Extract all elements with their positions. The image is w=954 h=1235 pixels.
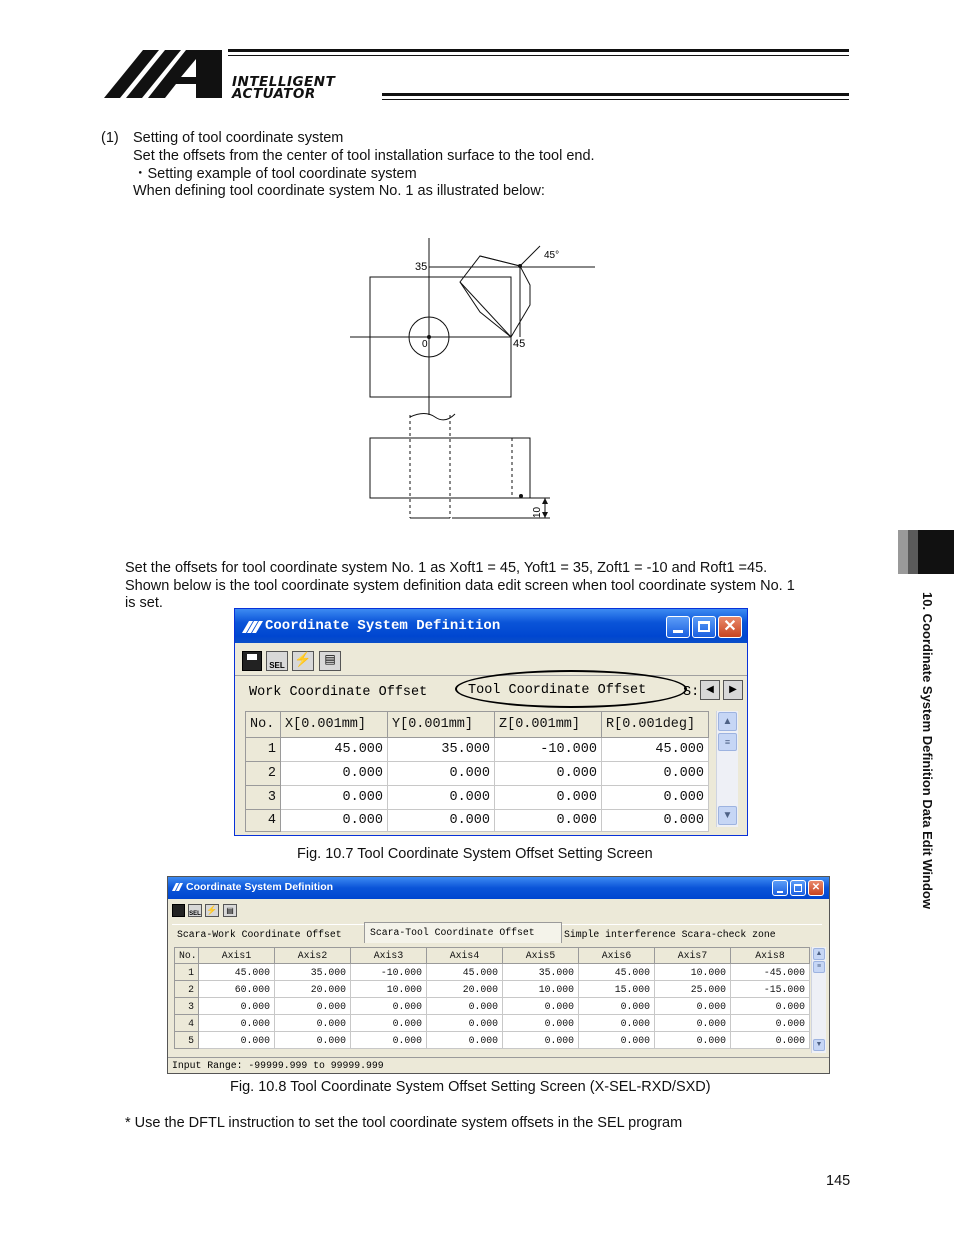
table-cell[interactable]: 0.000	[275, 998, 351, 1015]
col-header-axis5: Axis5	[503, 948, 579, 964]
table-cell[interactable]: 0.000	[427, 1032, 503, 1049]
app-icon	[172, 883, 186, 891]
table-cell[interactable]: 0.000	[503, 1032, 579, 1049]
close-button[interactable]	[808, 880, 824, 896]
tool-diagram	[340, 200, 610, 530]
scara-coordinate-window	[167, 876, 830, 1074]
section-line3: When defining tool coordinate system No. 1 as illustrated below:	[133, 183, 545, 199]
section-line2: ・Setting example of tool coordinate system	[133, 166, 417, 182]
table-cell[interactable]: 0.000	[275, 1015, 351, 1032]
table-cell[interactable]: 0.000	[602, 810, 709, 832]
brand-line2: ACTUATOR	[232, 86, 316, 102]
tab-scara-tool-coordinate-offset[interactable]: Scara-Tool Coordinate Offset	[370, 927, 535, 938]
close-icon: ✕	[723, 618, 737, 635]
table-header-row	[175, 948, 810, 964]
table-cell[interactable]: 0.000	[655, 998, 731, 1015]
tab-work-coordinate-offset[interactable]: Work Coordinate Offset	[249, 685, 428, 700]
row-number: 3	[175, 998, 199, 1015]
caption-fig-10-7: Fig. 10.7 Tool Coordinate System Offset Setting Screen	[297, 846, 653, 862]
label-origin: 0	[422, 339, 428, 350]
maximize-button[interactable]	[692, 616, 716, 638]
table-cell[interactable]: 45.000	[199, 964, 275, 981]
label-45: 45	[513, 338, 526, 350]
header-rule-bottom	[382, 93, 849, 96]
scara-tool-offset-table	[174, 947, 810, 1049]
table-cell[interactable]: 45.000	[602, 738, 709, 762]
table-cell[interactable]: 0.000	[281, 810, 388, 832]
title-bar[interactable]	[235, 609, 747, 643]
table-row	[246, 762, 709, 786]
table-cell[interactable]: 0.000	[655, 1015, 731, 1032]
col-header-x: X[0.001mm]	[281, 712, 388, 738]
page-number: 145	[826, 1173, 851, 1189]
col-header-axis6: Axis6	[579, 948, 655, 964]
row-number: 4	[175, 1015, 199, 1032]
col-header-axis1: Axis1	[199, 948, 275, 964]
minimize-button[interactable]	[666, 616, 690, 638]
table-cell[interactable]: 0.000	[199, 1032, 275, 1049]
ia-logo-icon	[104, 50, 224, 98]
tab-scroll-right-icon[interactable]: ▶	[723, 680, 743, 700]
table-cell[interactable]: 0.000	[495, 762, 602, 786]
table-cell[interactable]: 0.000	[731, 1032, 810, 1049]
scroll-down-icon[interactable]: ▼	[813, 1039, 825, 1051]
close-icon: ✕	[811, 882, 821, 893]
table-header-row	[246, 712, 709, 738]
table-row	[246, 738, 709, 762]
close-button[interactable]	[718, 616, 742, 638]
tab-scroll-left-icon[interactable]: ◀	[700, 680, 720, 700]
col-header-z: Z[0.001mm]	[495, 712, 602, 738]
table-cell[interactable]: 0.000	[351, 998, 427, 1015]
col-header-r: R[0.001deg]	[602, 712, 709, 738]
title-bar[interactable]	[168, 877, 829, 899]
table-cell[interactable]: 0.000	[602, 786, 709, 810]
side-tab-mid	[908, 530, 918, 574]
table-cell[interactable]: 0.000	[602, 762, 709, 786]
tab-scara-work-coordinate-offset[interactable]: Scara-Work Coordinate Offset	[177, 929, 342, 940]
table-cell[interactable]: 0.000	[731, 998, 810, 1015]
header-rule-top	[228, 49, 849, 52]
coordinate-system-window	[234, 608, 748, 836]
table-cell[interactable]: 25.000	[655, 981, 731, 998]
table-cell[interactable]: 0.000	[495, 786, 602, 810]
header-rule-thin	[228, 55, 849, 56]
vertical-scrollbar[interactable]	[811, 947, 826, 1053]
caption-fig-10-8: Fig. 10.8 Tool Coordinate System Offset Setting Screen (X-SEL-RXD/SXD)	[230, 1079, 711, 1095]
sel-icon[interactable]: SEL	[188, 904, 202, 917]
table-cell[interactable]: 0.000	[388, 810, 495, 832]
col-header-no: No.	[246, 712, 281, 738]
minimize-button[interactable]	[772, 880, 788, 896]
maximize-icon	[698, 621, 710, 632]
table-cell[interactable]: 0.000	[427, 998, 503, 1015]
table-cell[interactable]: 0.000	[503, 1015, 579, 1032]
row-number: 4	[246, 810, 281, 832]
save-icon[interactable]	[172, 904, 185, 917]
table-cell[interactable]: 35.000	[388, 738, 495, 762]
table-cell[interactable]: -15.000	[731, 981, 810, 998]
table-cell[interactable]: 0.000	[579, 1015, 655, 1032]
minimize-icon	[777, 891, 783, 893]
print-icon[interactable]: ▤	[319, 651, 341, 671]
table-cell[interactable]: 0.000	[388, 786, 495, 810]
table-cell[interactable]: 20.000	[275, 981, 351, 998]
save-icon[interactable]	[242, 651, 262, 671]
table-row	[175, 964, 810, 981]
window-title: Coordinate System Definition	[265, 618, 501, 634]
row-number: 1	[175, 964, 199, 981]
minimize-icon	[673, 630, 683, 633]
table-cell[interactable]: -10.000	[495, 738, 602, 762]
vertical-scrollbar[interactable]	[716, 711, 738, 827]
table-cell[interactable]: 45.000	[427, 964, 503, 981]
side-tab-dark	[918, 530, 954, 574]
table-cell[interactable]: 20.000	[427, 981, 503, 998]
col-header-axis8: Axis8	[731, 948, 810, 964]
table-cell[interactable]: 0.000	[579, 1032, 655, 1049]
table-row	[175, 998, 810, 1015]
col-header-no: No.	[175, 948, 199, 964]
table-cell[interactable]: 0.000	[731, 1015, 810, 1032]
app-icon	[242, 621, 264, 633]
row-number: 1	[246, 738, 281, 762]
table-cell[interactable]: 0.000	[281, 786, 388, 810]
maximize-button[interactable]	[790, 880, 806, 896]
maximize-icon	[794, 884, 802, 892]
table-row	[175, 981, 810, 998]
table-cell[interactable]: 0.000	[579, 998, 655, 1015]
table-cell[interactable]: 15.000	[579, 981, 655, 998]
col-header-axis2: Axis2	[275, 948, 351, 964]
row-number: 2	[246, 762, 281, 786]
table-cell[interactable]: 0.000	[351, 1015, 427, 1032]
table-cell[interactable]: -10.000	[351, 964, 427, 981]
row-number: 2	[175, 981, 199, 998]
table-cell[interactable]: 45.000	[579, 964, 655, 981]
table-cell[interactable]: 0.000	[281, 762, 388, 786]
table-row	[246, 810, 709, 832]
row-number: 3	[246, 786, 281, 810]
table-row	[246, 786, 709, 810]
table-cell[interactable]: 35.000	[503, 964, 579, 981]
highlight-ellipse	[455, 670, 687, 708]
status-bar-text: Input Range: -99999.999 to 99999.999	[172, 1060, 384, 1071]
table-cell[interactable]: 35.000	[275, 964, 351, 981]
section-line1: Set the offsets from the center of tool installation surface to the tool end.	[133, 148, 595, 164]
table-cell[interactable]: 10.000	[655, 964, 731, 981]
section-number: (1)	[101, 130, 119, 146]
paragraph-line2: Shown below is the tool coordinate system definition data edit screen when tool coordinate system No. 1	[125, 578, 795, 594]
table-row	[175, 1015, 810, 1032]
row-number: 5	[175, 1032, 199, 1049]
brand-line1: INTELLIGENT	[232, 74, 336, 90]
tab-tool-coordinate-offset[interactable]: Tool Coordinate Offset	[468, 683, 647, 698]
header-rule-bottom-thin	[382, 99, 849, 100]
label-35: 35	[415, 261, 428, 273]
col-header-axis7: Axis7	[655, 948, 731, 964]
table-row	[175, 1032, 810, 1049]
table-cell[interactable]: 10.000	[503, 981, 579, 998]
table-cell[interactable]: 0.000	[275, 1032, 351, 1049]
table-cell[interactable]: 0.000	[503, 998, 579, 1015]
label-10: 10	[532, 506, 543, 518]
side-tab-label: 10. Coordinate System Definition Data Edit Window	[920, 592, 935, 909]
scroll-up-icon[interactable]: ▲	[718, 712, 737, 731]
flash-icon[interactable]: ⚡	[206, 905, 218, 915]
table-cell[interactable]: 60.000	[199, 981, 275, 998]
flash-icon[interactable]: ⚡	[292, 651, 314, 671]
tab-truncated[interactable]: S:	[683, 685, 700, 700]
table-cell[interactable]: 0.000	[427, 1015, 503, 1032]
col-header-axis3: Axis3	[351, 948, 427, 964]
tool-offset-table	[245, 711, 709, 832]
table-cell[interactable]: 0.000	[388, 762, 495, 786]
scroll-thumb[interactable]: ≡	[813, 961, 825, 973]
scroll-thumb[interactable]: ≡	[718, 733, 737, 751]
section-heading: Setting of tool coordinate system	[133, 130, 344, 146]
scroll-up-icon[interactable]: ▲	[813, 948, 825, 960]
dftl-note: * Use the DFTL instruction to set the tool coordinate system offsets in the SEL program	[125, 1115, 683, 1131]
paragraph-line1: Set the offsets for tool coordinate system No. 1 as Xoft1 = 45, Yoft1 = 35, Zoft1 = -10 and Roft1 =45.	[125, 560, 768, 576]
table-cell[interactable]: 0.000	[655, 1032, 731, 1049]
label-45deg: 45°	[544, 250, 560, 261]
table-cell[interactable]: 0.000	[199, 1015, 275, 1032]
table-cell[interactable]: 0.000	[199, 998, 275, 1015]
table-cell[interactable]: 0.000	[351, 1032, 427, 1049]
sel-icon[interactable]: SEL	[266, 651, 288, 671]
window-title: Coordinate System Definition	[186, 881, 334, 893]
col-header-y: Y[0.001mm]	[388, 712, 495, 738]
scroll-down-icon[interactable]: ▼	[718, 806, 737, 825]
paragraph-line3: is set.	[125, 595, 163, 611]
table-cell[interactable]: 45.000	[281, 738, 388, 762]
col-header-axis4: Axis4	[427, 948, 503, 964]
tab-simple-interference[interactable]: Simple interference Scara-check zone	[564, 929, 776, 940]
side-tab-light	[898, 530, 908, 574]
table-cell[interactable]: -45.000	[731, 964, 810, 981]
table-cell[interactable]: 10.000	[351, 981, 427, 998]
table-cell[interactable]: 0.000	[495, 810, 602, 832]
print-icon[interactable]: ▤	[223, 904, 237, 917]
